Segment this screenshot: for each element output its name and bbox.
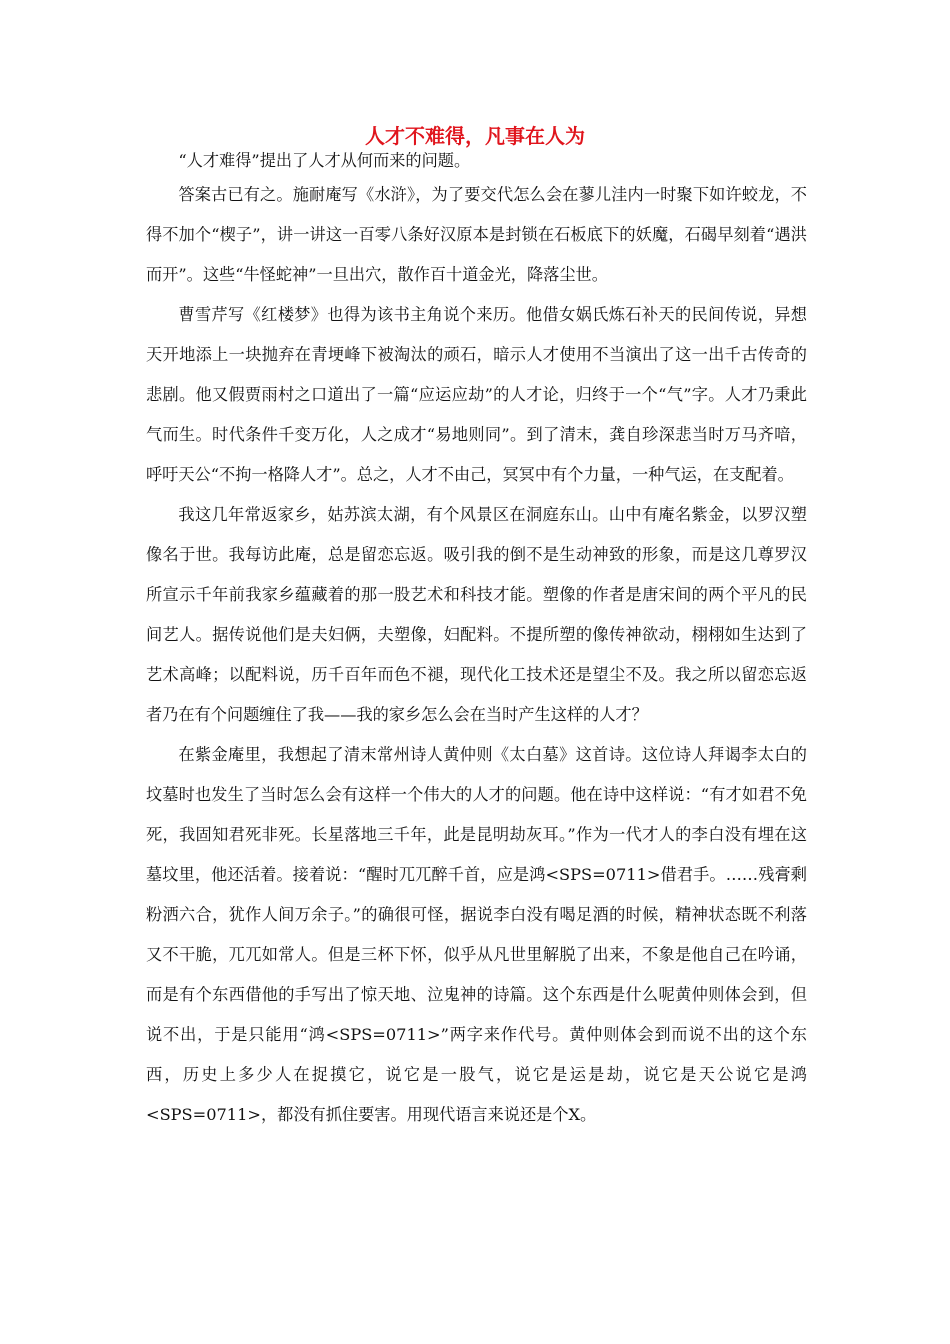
paragraph-2: 答案古已有之。施耐庵写《水浒》，为了要交代怎么会在蓼儿洼内一时聚下如许蛟龙，不得不加个“楔子”，讲一讲这一百零八条好汉原本是封锁在石板底下的妖魔，石碣早刻着“遇洪而开”。这些“牛怪蛇神”一旦出穴，散作百十道金光，降落尘世。 (146, 185, 807, 284)
document-body (146, 149, 807, 1135)
paragraph-1: “人才难得”提出了人才从何而来的问题。 (178, 151, 471, 170)
paragraph-4: 我这几年常返家乡，姑苏滨太湖，有个风景区在洞庭东山。山中有庵名紫金，以罗汉塑像名于世。我每访此庵，总是留恋忘返。吸引我的倒不是生动神致的形象，而是这几尊罗汉所宣示千年前我家乡蕴藏着的那一股艺术和科技才能。塑像的作者是唐宋间的两个平凡的民间艺人。据传说他们是夫妇俩，夫塑像，妇配料。不提所塑的像传神欲动，栩栩如生达到了艺术高峰；以配料说，历千百年而色不褪，现代化工技术还是望尘不及。我之所以留恋忘返者乃在有个问题缠住了我——我的家乡怎么会在当时产生这样的人才？ (146, 505, 807, 724)
paragraph-3: 曹雪芹写《红楼梦》也得为该书主角说个来历。他借女娲氏炼石补天的民间传说，异想天开地添上一块抛弃在青埂峰下被淘汰的顽石，暗示人才使用不当演出了这一出千古传奇的悲剧。他又假贾雨村之口道出了一篇“应运应劫”的人才论，归终于一个“气”字。人才乃秉此气而生。时代条件千变万化，人之成才“易地则同”。到了清末，龚自珍深悲当时万马齐喑，呼吁天公“不拘一格降人才”。总之，人才不由己，冥冥中有个力量，一种气运，在支配着。 (146, 305, 807, 484)
document-title: 人才不难得，凡事在人为 (365, 124, 585, 148)
paragraph-5: 在紫金庵里，我想起了清末常州诗人黄仲则《太白墓》这首诗。这位诗人拜谒李太白的坟墓时也发生了当时怎么会有这样一个伟大的人才的问题。他在诗中这样说：“有才如君不免死，我固知君死非死。长星落地三千年，此是昆明劫灰耳。”作为一代才人的李白没有埋在这墓坟里，他还活着。接着说：“醒时兀兀醉千首，应是鸿<SPS=0711>借君手。……残膏剩粉洒六合，犹作人间万余子。”的确很可怪，据说李白没有喝足酒的时候，精神状态既不利落又不干脆，兀兀如常人。但是三杯下怀，似乎从凡世里解脱了出来，不象是他自己在吟诵，而是有个东西借他的手写出了惊天地、泣鬼神的诗篇。这个东西是什么呢黄仲则体会到，但说不出，于是只能用“鸿<SPS=0711>”两字来作代号。黄仲则体会到而说不出的这个东西，历史上多少人在捉摸它，说它是一股气，说它是运是劫，说它是天公说它是鸿<SPS=0711>，都没有抓住要害。用现代语言来说还是个X。 (146, 745, 807, 1124)
